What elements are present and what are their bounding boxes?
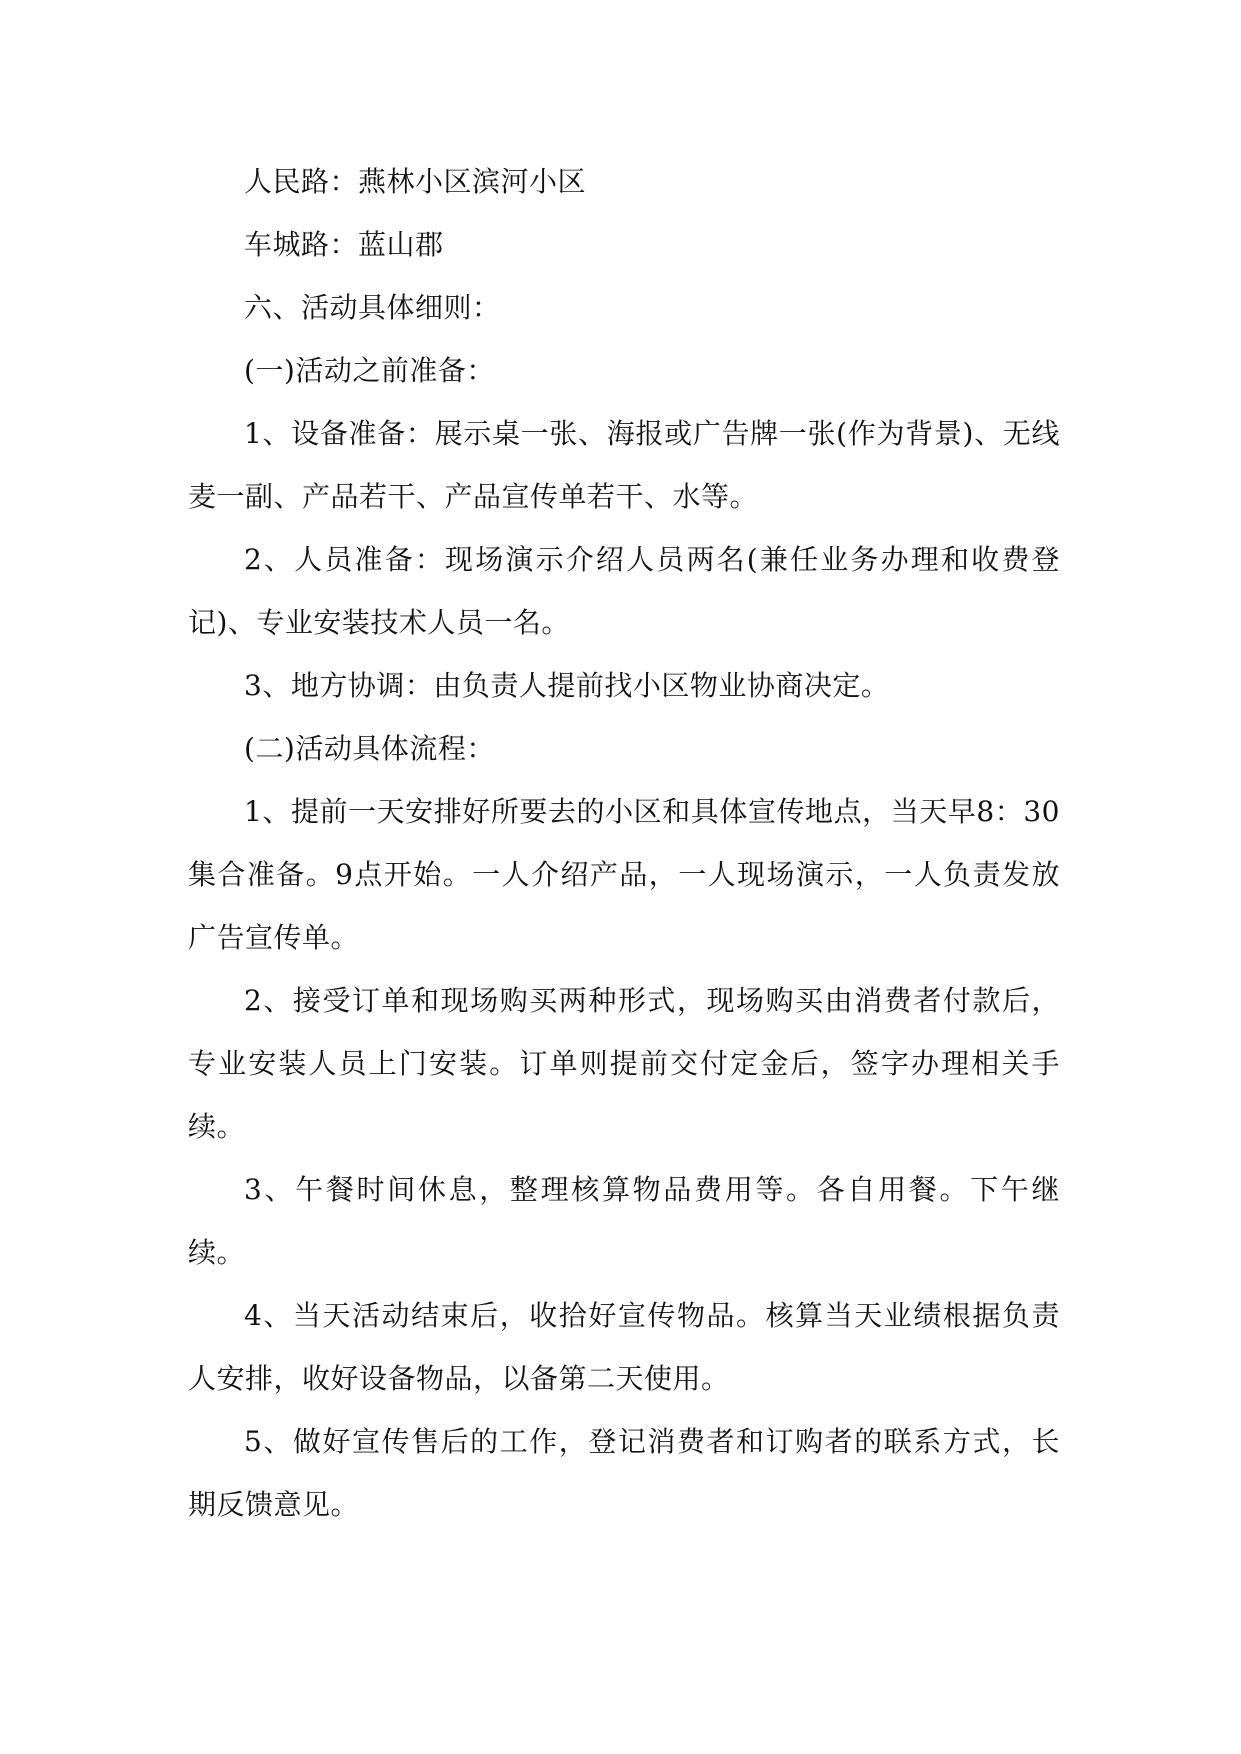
paragraph-equipment-preparation: 1、设备准备：展示桌一张、海报或广告牌一张(作为背景)、无线麦一副、产品若干、产品宣传单若干、水等。 <box>188 417 1060 513</box>
paragraph-process-step-1: 1、提前一天安排好所要去的小区和具体宣传地点，当天早8：30集合准备。9点开始。一人介绍产品，一人现场演示，一人负责发放广告宣传单。 <box>188 795 1060 954</box>
paragraph-process-step-3: 3、午餐时间休息，整理核算物品费用等。各自用餐。下午继续。 <box>188 1173 1060 1269</box>
paragraph-process-step-4: 4、当天活动结束后，收拾好宣传物品。核算当天业绩根据负责人安排，收好设备物品，以备第二天使用。 <box>188 1299 1060 1395</box>
subsection-heading-process: (二)活动具体流程： <box>244 732 495 765</box>
section-heading-activity-details: 六、活动具体细则： <box>244 291 501 324</box>
address-renmin-road: 人民路：燕林小区滨河小区 <box>244 165 587 198</box>
paragraph-staff-preparation: 2、人员准备：现场演示介绍人员两名(兼任业务办理和收费登记)、专业安装技术人员一名。 <box>188 543 1060 639</box>
document-body <box>188 150 1060 1536</box>
address-checheng-road: 车城路：蓝山郡 <box>244 228 444 261</box>
subsection-heading-preparation: (一)活动之前准备： <box>244 354 495 387</box>
paragraph-process-step-2: 2、接受订单和现场购买两种形式，现场购买由消费者付款后，专业安装人员上门安装。订单则提前交付定金后，签字办理相关手续。 <box>188 984 1060 1143</box>
paragraph-site-coordination: 3、地方协调：由负责人提前找小区物业协商决定。 <box>244 669 890 702</box>
paragraph-process-step-5: 5、做好宣传售后的工作，登记消费者和订购者的联系方式，长期反馈意见。 <box>188 1425 1060 1521</box>
